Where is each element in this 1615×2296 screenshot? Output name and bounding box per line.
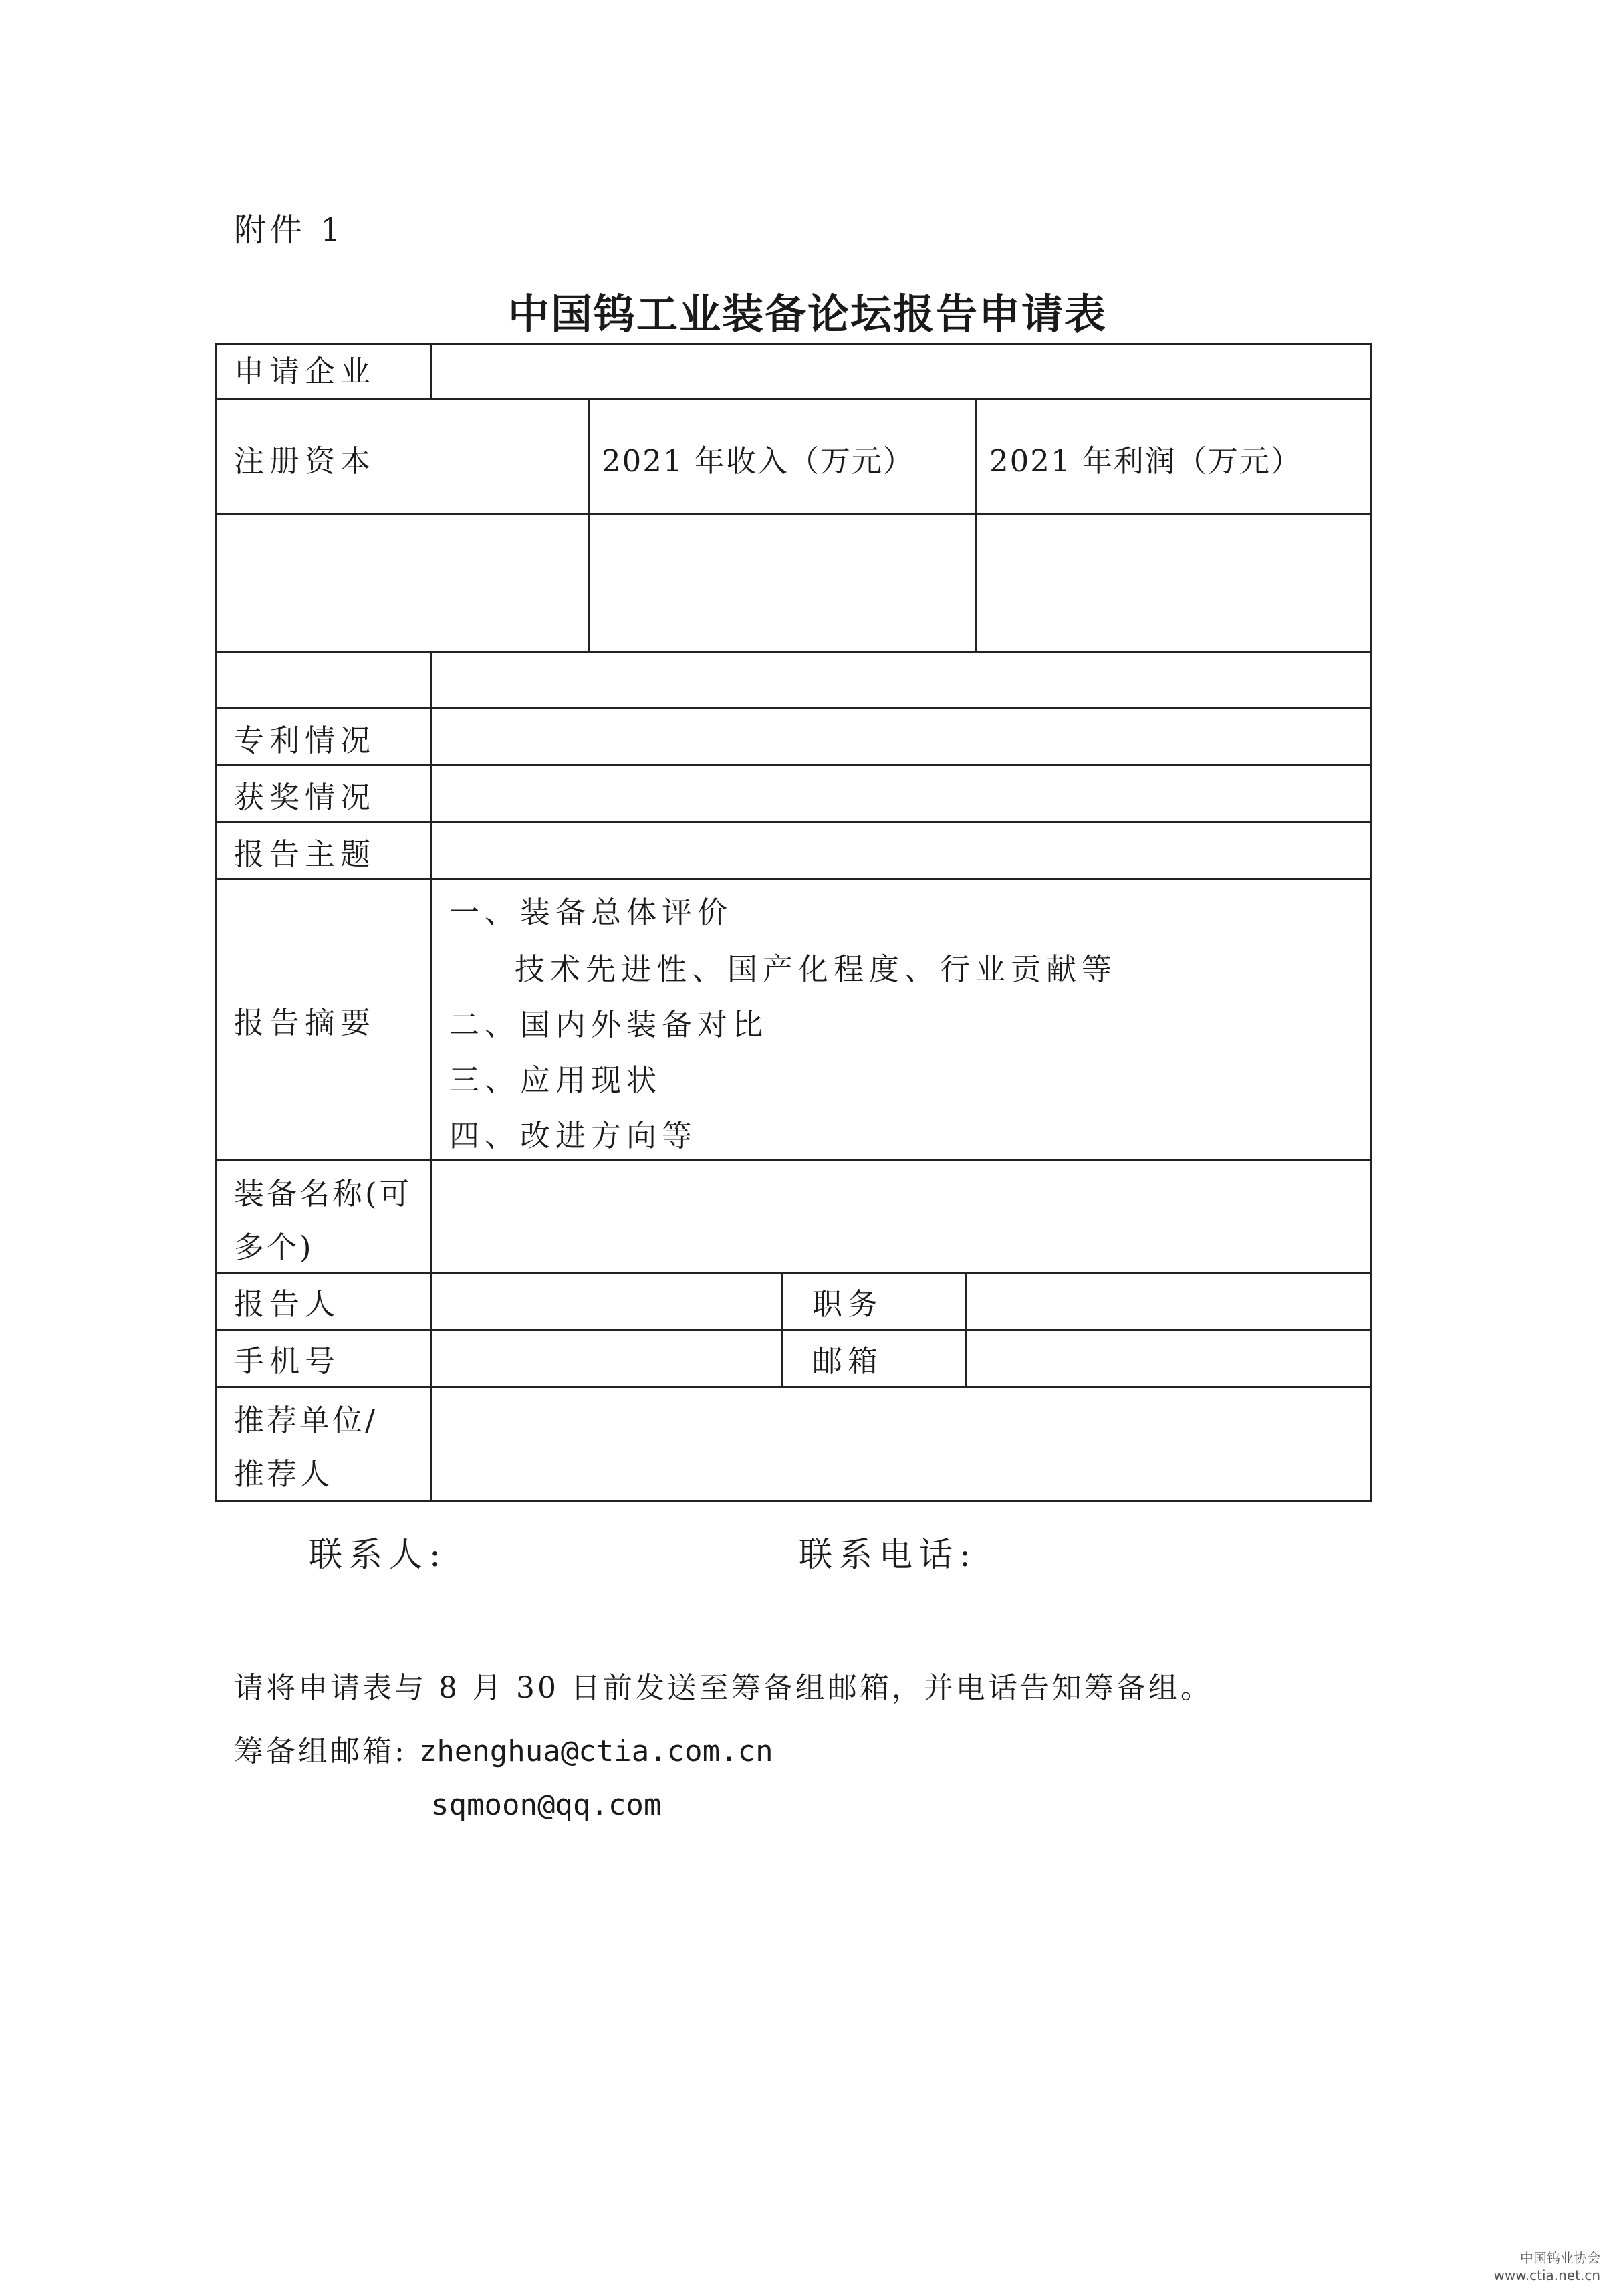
- equipment-name-label-line1: 装备名称(可: [234, 1176, 412, 1212]
- summary-item: 一、装备总体评价: [449, 895, 733, 930]
- profit-label: 2021 年利润（万元）: [989, 443, 1302, 479]
- col-line: [975, 398, 977, 651]
- summary-item: 三、应用现状: [449, 1062, 662, 1098]
- col-line: [430, 651, 432, 1500]
- preparatory-email-1[interactable]: zhenghua@ctia.com.cn: [418, 1734, 773, 1768]
- row-line: [215, 1159, 1372, 1161]
- report-summary-label: 报告摘要: [234, 1005, 376, 1040]
- summary-item: 二、国内外装备对比: [449, 1007, 769, 1042]
- report-topic-label: 报告主题: [234, 836, 376, 872]
- preparatory-email-line: [234, 1727, 773, 1770]
- registered-capital-label: 注册资本: [234, 443, 376, 479]
- contact-person-label: 联系人:: [309, 1535, 447, 1574]
- email-label: 邮箱: [812, 1343, 884, 1379]
- row-line: [215, 398, 1372, 400]
- row-line: [215, 343, 1372, 345]
- row-line: [215, 1386, 1372, 1388]
- row-line: [215, 764, 1372, 766]
- patent-label: 专利情况: [234, 723, 376, 758]
- summary-item: 技术先进性、国产化程度、行业贡献等: [515, 951, 1118, 987]
- form-title: 中国钨工业装备论坛报告申请表: [507, 290, 1107, 338]
- equipment-name-label-line2: 多个): [234, 1230, 314, 1265]
- col-line: [965, 1272, 967, 1386]
- award-label: 获奖情况: [234, 780, 376, 815]
- row-line: [215, 821, 1372, 823]
- footer-watermark: [1494, 2249, 1600, 2284]
- position-label: 职务: [812, 1286, 884, 1322]
- row-line: [215, 1329, 1372, 1331]
- col-line: [781, 1272, 783, 1386]
- contact-phone-label: 联系电话:: [799, 1535, 977, 1574]
- row-line: [215, 707, 1372, 709]
- row-line: [215, 878, 1372, 880]
- recommender-label-line2: 推荐人: [234, 1456, 333, 1492]
- summary-item: 四、改进方向等: [449, 1118, 698, 1153]
- reporter-label: 报告人: [234, 1286, 341, 1322]
- submission-instruction: 请将申请表与 8 月 30 日前发送至筹备组邮箱，并电话告知筹备组。: [234, 1671, 1213, 1705]
- footer-site: www.ctia.net.cn: [1493, 2267, 1600, 2283]
- table-border-right: [1370, 343, 1372, 1502]
- col-line: [430, 343, 432, 398]
- mobile-label: 手机号: [234, 1343, 341, 1379]
- applicant-company-label: 申请企业: [234, 354, 376, 389]
- preparatory-email-2[interactable]: sqmoon@qq.com: [431, 1788, 662, 1822]
- table-border-left: [215, 343, 217, 1502]
- row-line: [215, 513, 1372, 515]
- preparatory-email-label: 筹备组邮箱:: [234, 1734, 407, 1768]
- row-line: [215, 1272, 1372, 1274]
- recommender-label-line1: 推荐单位/: [234, 1403, 378, 1438]
- row-line: [215, 1500, 1372, 1502]
- footer-org: 中国钨业协会: [1520, 2250, 1600, 2266]
- revenue-label: 2021 年收入（万元）: [602, 443, 914, 479]
- row-line: [215, 651, 1372, 653]
- col-line: [588, 398, 590, 651]
- attachment-label: 附件 1: [234, 211, 345, 249]
